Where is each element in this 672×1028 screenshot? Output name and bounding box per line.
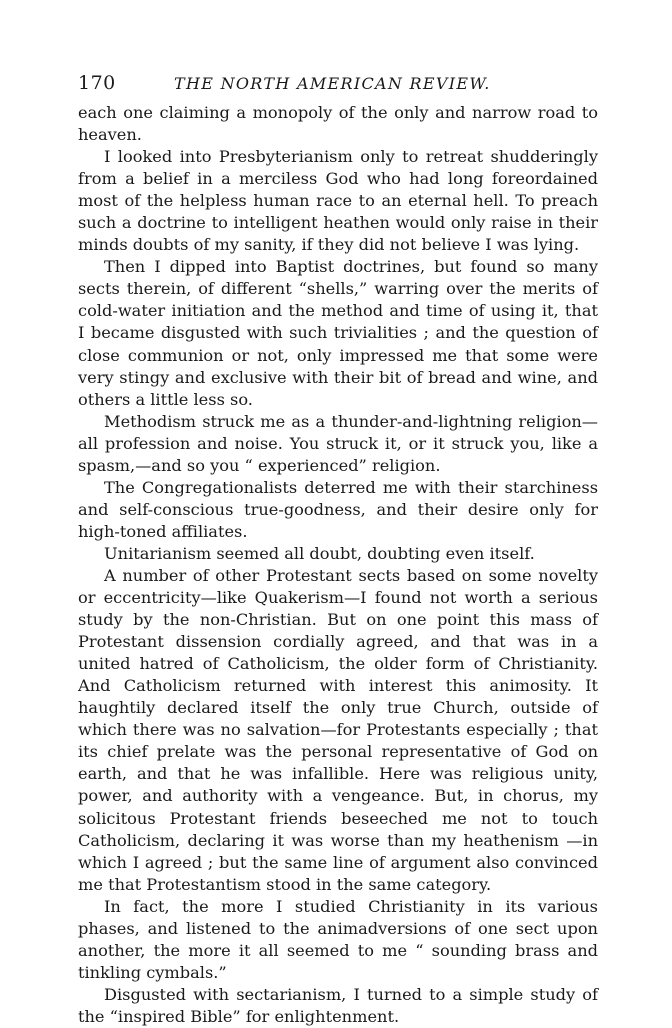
paragraph-congregationalists: The Congregationalists deterred me with their starchiness and self-conscious true-goodness, and their desire only for high-toned affiliates. bbox=[78, 477, 598, 541]
paragraph-christianity-phases: In fact, the more I studied Christianity in its various phases, and listened to the animadversions of one sect upon another, the more it all seemed to me “ sounding brass and tinkling cymbals.” bbox=[78, 896, 598, 982]
paragraph-continuation: each one claiming a monopoly of the only and narrow road to heaven. bbox=[78, 103, 598, 145]
paragraph-unitarianism: Unitarianism seemed all doubt, doubting even itself. bbox=[104, 543, 535, 563]
article-body bbox=[78, 102, 598, 1028]
journal-title: THE NORTH AMERICAN REVIEW. bbox=[174, 74, 491, 93]
paragraph-protestant-sects: A number of other Protestant sects based on some novelty or eccentricity—like Quakerism—I found not worth a serious study by the non-Christian. But on one point this mass of Protestant dissension cordially agreed, and that was in a united hatred of Catholicism, the older form of Christianity. And Catholicism returned with interest this animosity. It haughtily declared itself the only true Church, outside of which there was no salvation—for Protestants especially ; that its chief prelate was the personal representative of God on earth, and that he was infallible. Here was religious unity, power, and authority with a vengeance. But, in chorus, my solicitous Protestant friends beseeched me not to touch Catholicism, declaring it was worse than my heathenism —in which I agreed ; but the same line of argument also convinced me that Protestantism stood in the same category. bbox=[78, 565, 598, 894]
page-number: 170 bbox=[78, 72, 116, 94]
paragraph-baptist: Then I dipped into Baptist doctrines, but found so many sects therein, of different “shells,” warring over the merits of cold-water initiation and the method and time of using it, that I became disgusted with such trivialities ; and the question of close communion or not, only impressed me that some were very stingy and exclusive with their bit of bread and wine, and others a little less so. bbox=[78, 257, 598, 409]
document-page bbox=[78, 72, 598, 1028]
running-head bbox=[78, 72, 598, 96]
paragraph-methodism: Methodism struck me as a thunder-and-lightning religion—all profession and noise. You struck it, or it struck you, like a spasm,—and so you “ experienced” religion. bbox=[78, 411, 598, 475]
paragraph-bible-study: Disgusted with sectarianism, I turned to a simple study of the “inspired Bible” for enlightenment. bbox=[78, 984, 598, 1026]
paragraph-presbyterianism: I looked into Presbyterianism only to retreat shudderingly from a belief in a merciless God who had long foreordained most of the helpless human race to an eternal hell. To preach such a doctrine to intelligent heathen would only raise in their minds doubts of my sanity, if they did not believe I was lying. bbox=[78, 147, 598, 255]
